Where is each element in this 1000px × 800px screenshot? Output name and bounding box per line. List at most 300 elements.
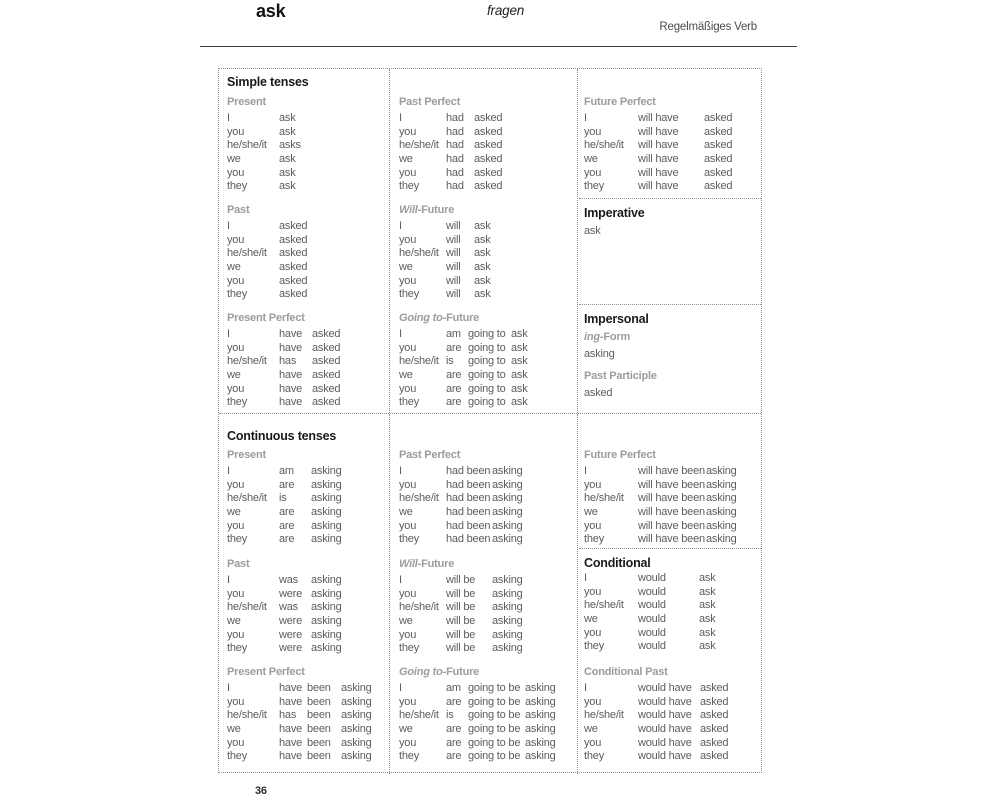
verb-cell: going to xyxy=(468,396,506,409)
block-header xyxy=(584,312,761,328)
block-divider xyxy=(579,198,761,199)
pronoun-cell: you xyxy=(227,233,245,246)
block-past-perfect xyxy=(399,449,575,547)
pronoun-cell: I xyxy=(584,112,587,124)
conjugation-row xyxy=(399,601,575,615)
verb-cell: ask xyxy=(279,153,296,166)
verb-cell: going to be xyxy=(468,723,521,736)
pronoun-cell: he/she/it xyxy=(399,601,439,614)
verb-cell: was xyxy=(279,574,298,586)
block-divider xyxy=(579,304,761,305)
header-part: Past xyxy=(227,204,250,216)
verb-cell: had xyxy=(446,125,464,138)
conjugation-row xyxy=(399,247,575,261)
verb-cell: asked xyxy=(474,112,503,124)
pronoun-cell: you xyxy=(399,587,417,600)
verb-cell: asking xyxy=(341,723,372,736)
conjugation-row xyxy=(227,737,387,751)
verb-cell: ask xyxy=(474,233,491,246)
verb-cell: asking xyxy=(341,709,372,722)
pronoun-cell: you xyxy=(227,587,245,600)
conjugation-row xyxy=(584,139,761,153)
verb-cell: will have been xyxy=(638,533,705,546)
verb-cell: going to be xyxy=(468,695,521,708)
conjugation-row xyxy=(399,180,575,194)
verb-cell: will be xyxy=(446,615,476,628)
verb-cell: have xyxy=(279,736,303,749)
verb-cell: ask xyxy=(511,328,528,340)
pronoun-cell: they xyxy=(584,180,604,193)
header-part: -Future xyxy=(417,204,455,216)
conjugation-row xyxy=(227,723,387,737)
verb-cell: ask xyxy=(279,166,296,179)
pronoun-cell: we xyxy=(227,261,241,274)
conjugation-row xyxy=(399,383,575,397)
verb-cell: had xyxy=(446,153,464,166)
verb-cell: asked xyxy=(700,723,729,736)
verb-cell: have xyxy=(279,382,303,395)
verb-cell: asking xyxy=(492,601,523,614)
verb-cell: asking xyxy=(311,492,342,505)
section-title: Continuous tenses xyxy=(227,429,337,443)
verb-cell: will xyxy=(446,288,461,301)
verb-cell: asking xyxy=(706,506,737,519)
header-part: Past Perfect xyxy=(399,449,461,461)
pronoun-cell: you xyxy=(227,382,245,395)
verb-cell: asked xyxy=(312,369,341,382)
conjugation-row xyxy=(399,396,575,410)
verb-cell: had xyxy=(446,139,464,152)
conjugation-row xyxy=(227,629,387,643)
verb-cell: would xyxy=(638,599,666,612)
verb-cell: are xyxy=(446,382,462,395)
pronoun-cell: he/she/it xyxy=(227,247,267,260)
block-header xyxy=(399,312,575,328)
verb-cell: ask xyxy=(511,396,528,409)
block-header xyxy=(227,96,387,112)
pronoun-cell: I xyxy=(399,328,402,340)
conjugation-row xyxy=(227,220,387,234)
pronoun-cell: you xyxy=(399,166,417,179)
conjugation-row xyxy=(227,588,387,602)
conjugation-row xyxy=(584,737,761,751)
verb-cell: asking xyxy=(311,506,342,519)
verb-cell: asked xyxy=(474,166,503,179)
verb-cell: asked xyxy=(700,736,729,749)
conjugation-row xyxy=(584,682,761,696)
verb-cell: asking xyxy=(311,519,342,532)
pronoun-cell: they xyxy=(227,750,247,763)
verb-cell: asking xyxy=(492,533,523,546)
conjugation-row xyxy=(399,588,575,602)
block-present xyxy=(227,449,387,547)
block-header xyxy=(584,666,761,682)
pronoun-cell: you xyxy=(227,125,245,138)
conjugation-row xyxy=(227,383,387,397)
verb-cell: had xyxy=(446,180,464,193)
verb-cell: will have xyxy=(638,139,679,152)
pronoun-cell: I xyxy=(399,574,402,586)
verb-cell: will have xyxy=(638,125,679,138)
conjugation-row xyxy=(584,586,761,600)
block-header xyxy=(399,96,575,112)
form-line: asked xyxy=(584,387,613,399)
verb-cell: been xyxy=(307,695,331,708)
pronoun-cell: they xyxy=(227,288,247,301)
pronoun-cell: he/she/it xyxy=(227,492,267,505)
verb-cell: had been xyxy=(446,478,491,491)
verb-cell: asking xyxy=(525,709,556,722)
verb-cell: asked xyxy=(279,247,308,260)
conjugation-row xyxy=(227,153,387,167)
verb-cell: am xyxy=(446,682,461,694)
conjugation-row xyxy=(584,465,761,479)
pronoun-cell: he/she/it xyxy=(399,247,439,260)
pronoun-cell: they xyxy=(227,533,247,546)
verb-cell: have xyxy=(279,723,303,736)
conjugation-row xyxy=(399,288,575,302)
block-going-to-future xyxy=(399,666,575,764)
pronoun-cell: I xyxy=(399,465,402,477)
verb-cell: asked xyxy=(474,139,503,152)
pronoun-cell: you xyxy=(584,585,602,598)
verb-cell: asked xyxy=(700,682,729,694)
verb-cell: has xyxy=(279,709,297,722)
verb-cell: are xyxy=(279,533,295,546)
conjugation-row xyxy=(227,520,387,534)
section-continuous-tenses xyxy=(219,413,761,774)
verb-cell: asked xyxy=(279,261,308,274)
header-part: -Future xyxy=(417,558,455,570)
verb-cell: was xyxy=(279,601,298,614)
pronoun-cell: he/she/it xyxy=(399,139,439,152)
pronoun-cell: I xyxy=(399,682,402,694)
pronoun-cell: you xyxy=(227,341,245,354)
verb-cell: asked xyxy=(704,180,733,193)
pronoun-cell: we xyxy=(227,506,241,519)
verb-cell: will be xyxy=(446,587,476,600)
pronoun-cell: I xyxy=(227,574,230,586)
conjugation-row xyxy=(227,492,387,506)
pronoun-cell: they xyxy=(399,642,419,655)
verb-cell: ask xyxy=(474,274,491,287)
conjugation-row xyxy=(399,465,575,479)
verb-cell: asking xyxy=(311,615,342,628)
conjugation-row xyxy=(584,492,761,506)
header-part: Past Participle xyxy=(584,370,657,382)
verb-cell: asking xyxy=(492,587,523,600)
block-past-perfect xyxy=(399,96,575,194)
verb-cell: will be xyxy=(446,642,476,655)
block-conditional xyxy=(584,556,761,654)
pronoun-cell: I xyxy=(227,112,230,124)
conjugation-row xyxy=(399,220,575,234)
pronoun-cell: we xyxy=(399,369,413,382)
header-part: Present xyxy=(227,449,266,461)
verb-cell: will have xyxy=(638,153,679,166)
column-2 xyxy=(389,414,577,774)
conjugation-row xyxy=(227,396,387,410)
header-part: Future Perfect xyxy=(584,449,656,461)
block-header xyxy=(227,449,387,465)
verb-cell: going to xyxy=(468,328,506,340)
verb-cell: would xyxy=(638,572,666,584)
verb-cell: asking xyxy=(311,642,342,655)
verb-cell: asking xyxy=(492,465,523,477)
pronoun-cell: you xyxy=(399,519,417,532)
pronoun-cell: he/she/it xyxy=(399,709,439,722)
header-part: Past xyxy=(227,558,250,570)
verb-cell: will be xyxy=(446,574,476,586)
conjugation-row xyxy=(584,520,761,534)
verb-cell: had been xyxy=(446,492,491,505)
verb-cell: ask xyxy=(511,369,528,382)
verb-cell: asked xyxy=(704,166,733,179)
conjugation-row xyxy=(584,126,761,140)
conjugation-row xyxy=(399,709,575,723)
verb-cell: are xyxy=(446,750,462,763)
header-part: -Future xyxy=(442,666,480,678)
verb-cell: have xyxy=(279,396,303,409)
block-header xyxy=(227,558,387,574)
verb-cell: asked xyxy=(704,139,733,152)
verb-type-label: Regelmäßiges Verb xyxy=(659,21,757,33)
pronoun-cell: we xyxy=(399,615,413,628)
block-past xyxy=(227,204,387,302)
pronoun-cell: you xyxy=(399,125,417,138)
conjugation-row xyxy=(584,613,761,627)
pronoun-cell: you xyxy=(399,628,417,641)
verb-cell: am xyxy=(279,465,294,477)
verb-cell: asked xyxy=(279,274,308,287)
section-simple-tenses xyxy=(219,69,761,413)
verb-cell: would have xyxy=(638,736,692,749)
pronoun-cell: you xyxy=(227,166,245,179)
conjugation-row xyxy=(399,139,575,153)
pronoun-cell: he/she/it xyxy=(584,709,624,722)
verb-cell: are xyxy=(279,519,295,532)
conjugation-row xyxy=(399,629,575,643)
conjugation-row xyxy=(399,533,575,547)
block-future-perfect xyxy=(584,96,761,194)
pronoun-cell: he/she/it xyxy=(584,139,624,152)
pronoun-cell: they xyxy=(399,750,419,763)
conjugation-row xyxy=(399,112,575,126)
block-divider xyxy=(579,548,761,549)
conjugation-row xyxy=(584,599,761,613)
conjugation-row xyxy=(227,261,387,275)
pronoun-cell: he/she/it xyxy=(227,139,267,152)
pronoun-cell: they xyxy=(399,288,419,301)
verb-translation: fragen xyxy=(487,3,525,18)
verb-cell: asked xyxy=(312,396,341,409)
pronoun-cell: you xyxy=(584,736,602,749)
pronoun-cell: they xyxy=(227,642,247,655)
verb-cell: will have xyxy=(638,112,679,124)
verb-cell: been xyxy=(307,723,331,736)
verb-cell: will have been xyxy=(638,506,705,519)
block-present-perfect xyxy=(227,666,387,764)
pronoun-cell: I xyxy=(584,572,587,584)
verb-cell: asking xyxy=(525,736,556,749)
conjugation-row xyxy=(227,533,387,547)
conjugation-row xyxy=(227,139,387,153)
pronoun-cell: you xyxy=(584,478,602,491)
conjugation-row xyxy=(584,709,761,723)
verb-cell: going to be xyxy=(468,736,521,749)
verb-cell: has xyxy=(279,355,297,368)
form-line: asking xyxy=(584,348,615,360)
verb-cell: asking xyxy=(525,723,556,736)
conjugation-row xyxy=(227,615,387,629)
form-line: ask xyxy=(584,225,601,237)
verb-cell: asking xyxy=(492,615,523,628)
pronoun-cell: they xyxy=(584,750,604,763)
conjugation-row xyxy=(227,275,387,289)
pronoun-cell: I xyxy=(584,465,587,477)
verb-cell: are xyxy=(279,506,295,519)
sub-header xyxy=(584,331,761,344)
conjugation-row xyxy=(227,465,387,479)
verb-cell: going to xyxy=(468,382,506,395)
verb-cell: is xyxy=(446,355,454,368)
verb-cell: will xyxy=(446,233,461,246)
conjugation-row xyxy=(584,167,761,181)
pronoun-cell: you xyxy=(584,166,602,179)
block-impersonal xyxy=(584,312,761,400)
pronoun-cell: we xyxy=(227,153,241,166)
conjugation-row xyxy=(399,479,575,493)
conjugation-row xyxy=(399,342,575,356)
conjugation-row xyxy=(399,275,575,289)
pronoun-cell: we xyxy=(227,615,241,628)
header-part: Present Perfect xyxy=(227,312,305,324)
verb-cell: will have been xyxy=(638,519,705,532)
verb-cell: ask xyxy=(699,613,716,626)
verb-cell: going to xyxy=(468,369,506,382)
block-header xyxy=(399,666,575,682)
verb-cell: going to xyxy=(468,341,506,354)
verb-cell: are xyxy=(446,341,462,354)
conjugation-row xyxy=(227,682,387,696)
verb-cell: asking xyxy=(492,642,523,655)
conjugation-row xyxy=(399,261,575,275)
verb-cell: would xyxy=(638,626,666,639)
verb-cell: will have xyxy=(638,166,679,179)
pronoun-cell: I xyxy=(227,465,230,477)
verb-cell: had been xyxy=(446,519,491,532)
verb-cell: asking xyxy=(525,695,556,708)
column-2 xyxy=(389,69,577,413)
pronoun-cell: he/she/it xyxy=(584,492,624,505)
verb-cell: been xyxy=(307,709,331,722)
verb-cell: will xyxy=(446,274,461,287)
verb-cell: asked xyxy=(312,355,341,368)
pronoun-cell: I xyxy=(584,682,587,694)
verb-cell: ask xyxy=(279,125,296,138)
verb-cell: have xyxy=(279,695,303,708)
verb-cell: asking xyxy=(311,574,342,586)
header-part: Future Perfect xyxy=(584,96,656,108)
conjugation-row xyxy=(399,153,575,167)
verb-cell: are xyxy=(279,478,295,491)
column-3 xyxy=(577,414,763,774)
block-header xyxy=(584,206,761,222)
pronoun-cell: we xyxy=(399,506,413,519)
verb-cell: asking xyxy=(341,682,372,694)
verb-cell: asking xyxy=(311,478,342,491)
verb-cell: were xyxy=(279,628,303,641)
verb-cell: ask xyxy=(474,261,491,274)
verb-cell: will have xyxy=(638,180,679,193)
pronoun-cell: you xyxy=(399,341,417,354)
pronoun-cell: they xyxy=(584,640,604,653)
verb-cell: would have xyxy=(638,723,692,736)
verb-cell: been xyxy=(307,736,331,749)
verb-cell: had xyxy=(446,166,464,179)
conjugation-row xyxy=(584,627,761,641)
pronoun-cell: they xyxy=(227,180,247,193)
page-title: ask xyxy=(256,1,286,21)
column-1 xyxy=(219,69,389,413)
verb-cell: is xyxy=(279,492,287,505)
conjugation-row xyxy=(584,479,761,493)
pronoun-cell: we xyxy=(584,723,598,736)
header-part: Present xyxy=(227,96,266,108)
verb-cell: ask xyxy=(511,355,528,368)
verb-cell: asking xyxy=(706,533,737,546)
pronoun-cell: they xyxy=(584,533,604,546)
verb-cell: been xyxy=(307,750,331,763)
verb-cell: ask xyxy=(474,288,491,301)
verb-cell: are xyxy=(446,396,462,409)
verb-cell: asking xyxy=(525,682,556,694)
conjugation-row xyxy=(399,234,575,248)
conjugation-row xyxy=(227,506,387,520)
header-part: -Form xyxy=(599,331,631,343)
verb-cell: asked xyxy=(474,153,503,166)
verb-cell: are xyxy=(446,736,462,749)
header-part: Conditional xyxy=(584,556,651,570)
block-header xyxy=(227,312,387,328)
verb-cell: have xyxy=(279,682,303,694)
verb-cell: asked xyxy=(312,328,341,340)
verb-cell: ask xyxy=(699,640,716,653)
block-past xyxy=(227,558,387,656)
block-header xyxy=(399,449,575,465)
pronoun-cell: you xyxy=(584,125,602,138)
pronoun-cell: I xyxy=(399,220,402,232)
conjugation-row xyxy=(227,369,387,383)
pronoun-cell: we xyxy=(584,153,598,166)
verb-cell: will be xyxy=(446,601,476,614)
verb-cell: asking xyxy=(311,601,342,614)
verb-cell: will xyxy=(446,261,461,274)
verb-cell: are xyxy=(446,369,462,382)
verb-cell: asked xyxy=(474,125,503,138)
pronoun-cell: we xyxy=(399,723,413,736)
pronoun-cell: you xyxy=(584,626,602,639)
conjugation-row xyxy=(584,696,761,710)
verb-cell: asking xyxy=(492,574,523,586)
conjugation-row xyxy=(584,723,761,737)
verb-cell: are xyxy=(446,695,462,708)
verb-cell: ask xyxy=(511,382,528,395)
verb-cell: ask xyxy=(279,180,296,193)
verb-cell: had xyxy=(446,112,464,124)
verb-cell: will have been xyxy=(638,465,705,477)
column-1 xyxy=(219,414,389,774)
